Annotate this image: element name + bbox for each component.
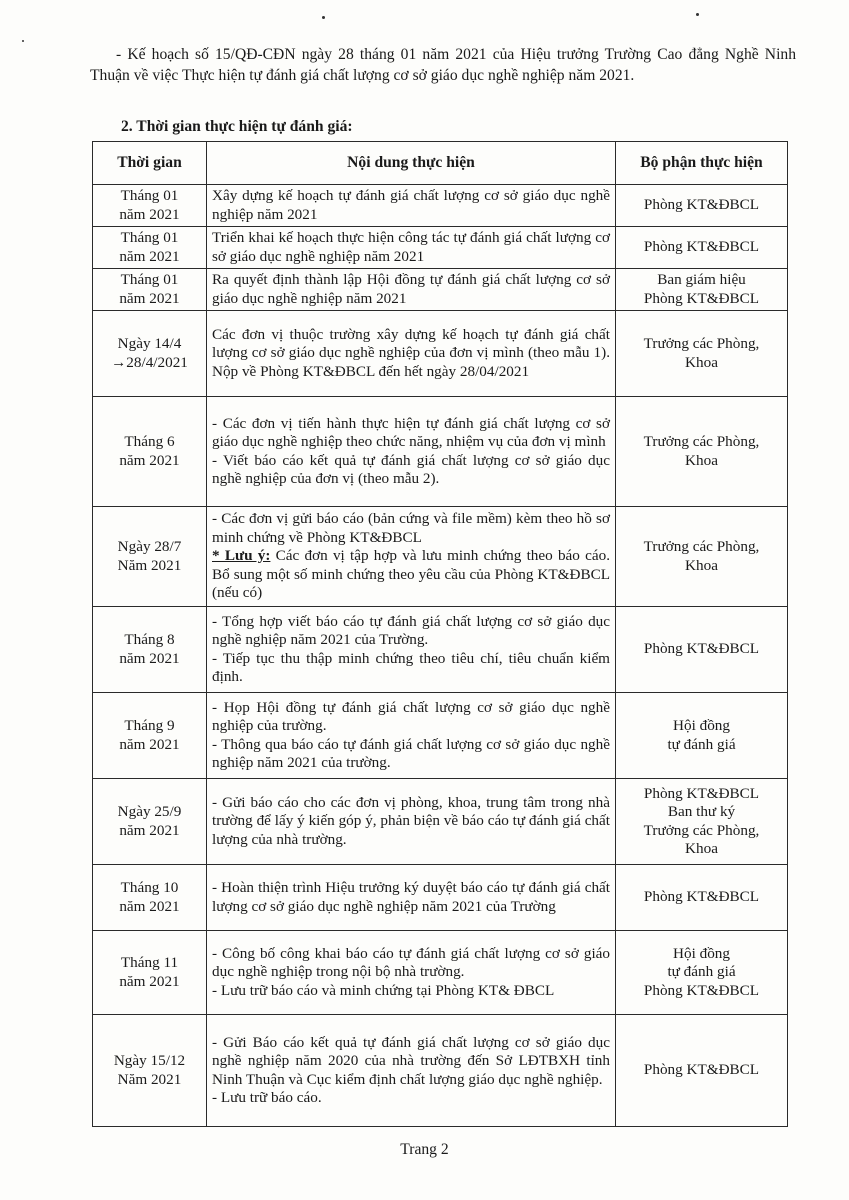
cell-department [616,779,788,865]
cell-time [93,269,207,311]
cell-time [93,931,207,1015]
cell-content [207,507,616,607]
table-row [93,185,788,227]
cell-content [207,311,616,397]
cell-department [616,507,788,607]
time-line: năm 2021 [119,972,180,990]
cell-department [616,311,788,397]
time-line: Tháng 8 [124,631,175,648]
note-line [212,547,610,603]
time-line: Tháng 6 [124,433,175,450]
time-line: →28/4/2021 [111,353,188,371]
cell-time [93,507,207,607]
cell-time [93,185,207,227]
department-line: Trưởng các Phòng, [643,821,760,839]
content-line: - Hoàn thiện trình Hiệu trưởng ký duyệt báo cáo tự đánh giá chất lượng cơ sở giáo dục nghề nghiệp năm 2021 của Trường [212,879,610,915]
cell-department [616,269,788,311]
cell-department [616,693,788,779]
table-row [93,865,788,931]
content-line: Triển khai kế hoạch thực hiện công tác tự đánh giá chất lượng cơ sở giáo dục nghề nghiệp năm 2021 [212,229,610,265]
table-body [93,185,788,1127]
department-line: Phòng KT&ĐBCL [643,784,760,802]
scan-speck [22,40,24,42]
department-line: Phòng KT&ĐBCL [643,640,760,658]
section-heading: 2. Thời gian thực hiện tự đánh giá: [121,118,353,135]
time-line: năm 2021 [119,205,180,223]
cell-content [207,1015,616,1127]
department-line: Ban giám hiệu [657,271,746,288]
table-row [93,779,788,865]
department-line: Trưởng các Phòng, [643,335,760,352]
cell-department [616,1015,788,1127]
department-line: Khoa [685,556,718,574]
table-row [93,931,788,1015]
department-line: Phòng KT&ĐBCL [643,1061,760,1079]
cell-department [616,931,788,1015]
content-line: - Gửi Báo cáo kết quả tự đánh giá chất lượng cơ sở giáo dục nghề nghiệp năm 2020 của nhà trường đến Sở LĐTBXH tỉnh Ninh Thuận và Cục kiểm định chất lượng giáo dục nghề nghiệp. [212,1033,610,1088]
department-line: tự đánh giá [667,735,736,753]
department-line: Phòng KT&ĐBCL [643,888,760,906]
time-line: năm 2021 [119,897,180,915]
scan-speck [696,13,699,16]
time-line: Tháng 01 [120,271,179,288]
time-line: Tháng 9 [124,717,175,734]
content-line: - Họp Hội đồng tự đánh giá chất lượng cơ sở giáo dục nghề nghiệp của trường. [212,698,610,734]
cell-time [93,607,207,693]
intro-paragraph: - Kế hoạch số 15/QĐ-CĐN ngày 28 tháng 01 năm 2021 của Hiệu trưởng Trường Cao đẳng Nghề Ninh Thuận về việc Thực hiện tự đánh giá chất lượng cơ sở giáo dục nghề nghiệp năm 2021. [90,46,796,84]
cell-content [207,865,616,931]
time-line: Ngày 14/4 [117,335,182,352]
department-line: Phòng KT&ĐBCL [643,289,760,307]
department-line: Khoa [685,451,718,469]
cell-time [93,1015,207,1127]
cell-department [616,865,788,931]
table-row [93,269,788,311]
table-row [93,1015,788,1127]
content-line: - Gửi báo cáo cho các đơn vị phòng, khoa, trung tâm trong nhà trường để lấy ý kiến góp ý, phản biện về báo cáo tự đánh giá chất lượng của nhà trường. [212,793,610,848]
cell-content [207,607,616,693]
cell-content [207,779,616,865]
time-line: Ngày 25/9 [117,803,182,820]
content-line: Các đơn vị thuộc trường xây dựng kế hoạch tự đánh giá chất lượng cơ sở giáo dục nghề nghiệp của đơn vị mình (theo mẫu 1). Nộp về Phòng KT&ĐBCL đến hết ngày 28/04/2021 [212,325,610,380]
table-row [93,693,788,779]
content-line: - Lưu trữ báo cáo và minh chứng tại Phòng KT& ĐBCL [212,981,555,999]
department-line: Khoa [685,353,718,371]
cell-time [93,865,207,931]
time-line: năm 2021 [119,289,180,307]
time-line: Ngày 28/7 [117,538,182,555]
content-line: - Lưu trữ báo cáo. [212,1089,322,1106]
cell-department [616,607,788,693]
content-line: - Tiếp tục thu thập minh chứng theo tiêu chí, tiêu chuẩn kiểm định. [212,649,610,685]
cell-content [207,227,616,269]
cell-time [93,779,207,865]
cell-content [207,185,616,227]
scan-speck [322,16,325,19]
cell-content [207,931,616,1015]
table-row [93,397,788,507]
cell-time [93,397,207,507]
time-line: năm 2021 [119,451,180,469]
cell-content [207,397,616,507]
department-line: Hội đồng [673,944,730,962]
content-line: - Công bố công khai báo cáo tự đánh giá chất lượng cơ sở giáo dục nghề nghiệp trong nội bộ nhà trường. [212,944,610,981]
cell-time [93,311,207,397]
content-line: Ra quyết định thành lập Hội đồng tự đánh giá chất lượng cơ sở giáo dục nghề nghiệp năm 2021 [212,271,610,307]
time-line: năm 2021 [119,735,180,753]
time-line: Tháng 01 [120,229,179,246]
page-number: Trang 2 [400,1141,449,1158]
cell-content [207,269,616,311]
time-line: Tháng 01 [120,187,179,204]
department-line: Phòng KT&ĐBCL [643,196,760,214]
table-row [93,607,788,693]
content-line: - Các đơn vị gửi báo cáo (bản cứng và file mềm) kèm theo hồ sơ minh chứng về Phòng KT&ĐBCL [212,510,610,546]
content-line: - Thông qua báo cáo tự đánh giá chất lượng cơ sở giáo dục nghề nghiệp năm 2021 của trường. [212,735,610,771]
content-line: - Các đơn vị tiến hành thực hiện tự đánh giá chất lượng cơ sở giáo dục nghề nghiệp theo chức năng, nhiệm vụ của đơn vị mình [212,414,610,450]
department-line: Phòng KT&ĐBCL [643,238,760,256]
department-line: Trưởng các Phòng, [643,538,760,555]
table-row [93,311,788,397]
cell-department [616,227,788,269]
time-line: Năm 2021 [117,556,182,574]
content-line: Xây dựng kế hoạch tự đánh giá chất lượng cơ sở giáo dục nghề nghiệp năm 2021 [212,187,610,223]
cell-department [616,185,788,227]
schedule-table [92,141,788,1127]
time-line: năm 2021 [119,649,180,667]
time-line: Tháng 11 [120,954,179,971]
department-line: Trưởng các Phòng, [643,433,760,450]
content-line: - Viết báo cáo kết quả tự đánh giá chất lượng cơ sở giáo dục nghề nghiệp của đơn vị (theo mẫu 2). [212,451,610,487]
department-line: Phòng KT&ĐBCL [643,981,760,999]
time-line: năm 2021 [119,247,180,265]
department-line: Ban thư ký [667,803,736,820]
header-content: Nội dung thực hiện [207,142,616,185]
department-line: Hội đồng [673,717,730,734]
header-department: Bộ phận thực hiện [616,142,788,185]
note-label: * Lưu ý: [212,547,271,565]
time-line: Tháng 10 [120,879,179,896]
cell-time [93,693,207,779]
table-header-row [93,142,788,185]
department-line: Khoa [685,840,718,857]
time-line: Năm 2021 [117,1070,182,1088]
table-row [93,227,788,269]
time-line: năm 2021 [119,821,180,839]
department-line: tự đánh giá [667,963,736,981]
time-line: Ngày 15/12 [113,1052,186,1069]
content-line: - Tổng hợp viết báo cáo tự đánh giá chất lượng cơ sở giáo dục nghề nghiệp năm 2021 của Trường. [212,612,610,648]
cell-content [207,693,616,779]
header-time: Thời gian [93,142,207,185]
cell-time [93,227,207,269]
cell-department [616,397,788,507]
note-text: Các đơn vị tập hợp và lưu minh chứng theo báo cáo. Bổ sung một số minh chứng theo yêu cầu của Phòng KT&ĐBCL (nếu có) [212,547,610,602]
table-row [93,507,788,607]
